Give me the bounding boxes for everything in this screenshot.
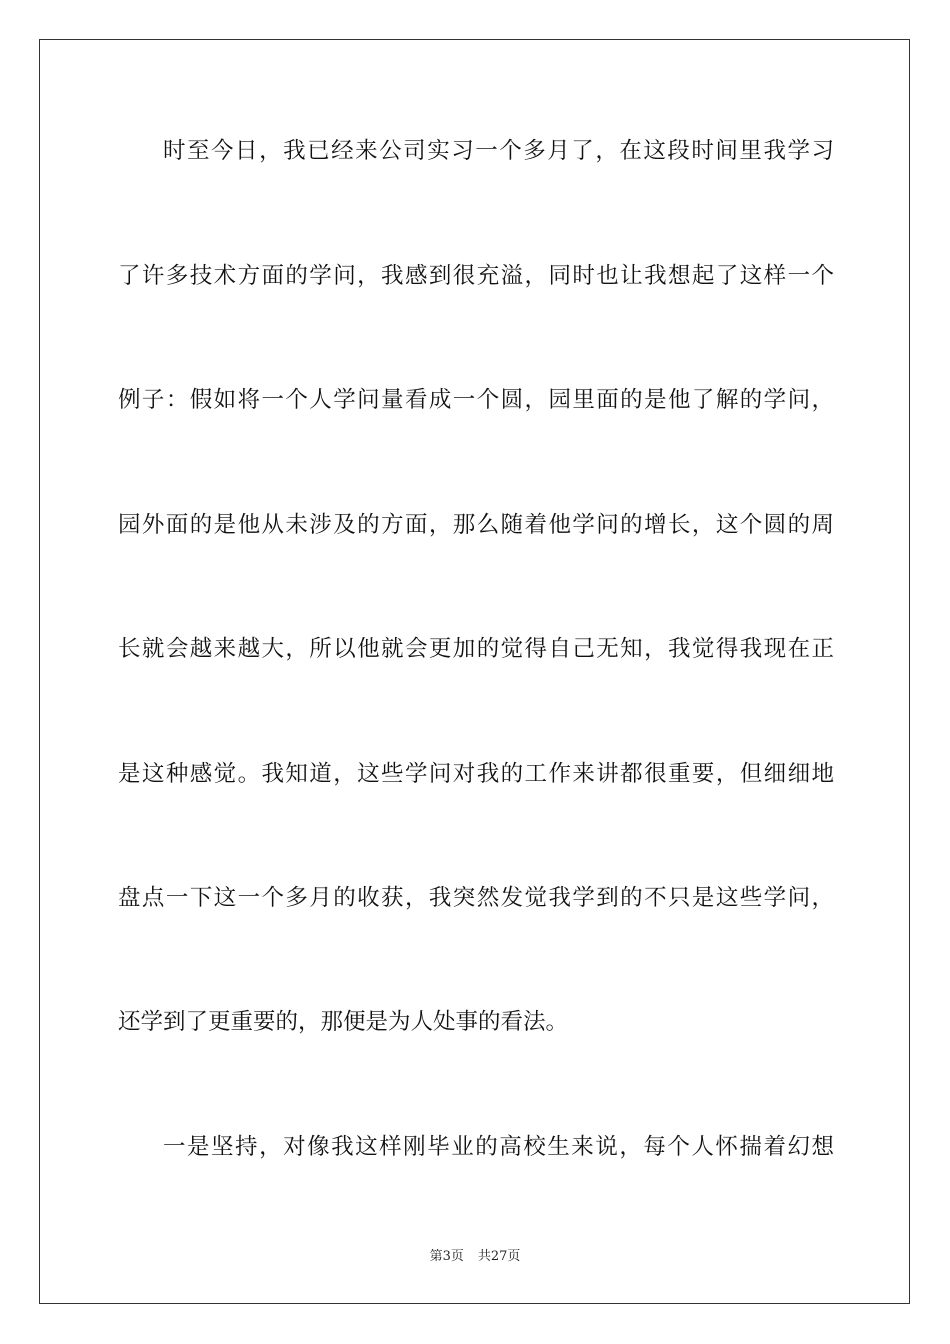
paragraph-1-line-6: 是这种感觉。我知道，这些学问对我的工作来讲都很重要，但细细地 <box>118 761 834 787</box>
paragraph-1-line-7: 盘点一下这一个多月的收获，我突然发觉我学到的不只是这些学问， <box>118 885 834 911</box>
paragraph-1-line-5: 长就会越来越大，所以他就会更加的觉得自己无知，我觉得我现在正 <box>118 636 834 662</box>
paragraph-1-line-4: 园外面的是他从未涉及的方面，那么随着他学问的增长，这个圆的周 <box>118 512 834 538</box>
paragraph-1-line-3: 例子：假如将一个人学问量看成一个圆，园里面的是他了解的学问， <box>118 387 834 413</box>
paragraph-1-line-1: 时至今日，我已经来公司实习一个多月了，在这段时间里我学习 <box>163 138 834 164</box>
page-footer <box>0 1246 950 1268</box>
page-total: 共27页 <box>477 1249 521 1264</box>
paragraph-1-line-8: 还学到了更重要的，那便是为人处事的看法。 <box>118 1009 569 1035</box>
page-border <box>39 39 910 1304</box>
paragraph-1-line-2: 了许多技术方面的学问，我感到很充溢，同时也让我想起了这样一个 <box>118 263 834 289</box>
paragraph-2-line-1: 一是坚持，对像我这样刚毕业的高校生来说，每个人怀揣着幻想 <box>163 1134 834 1160</box>
page-number: 第3页 <box>429 1249 464 1264</box>
